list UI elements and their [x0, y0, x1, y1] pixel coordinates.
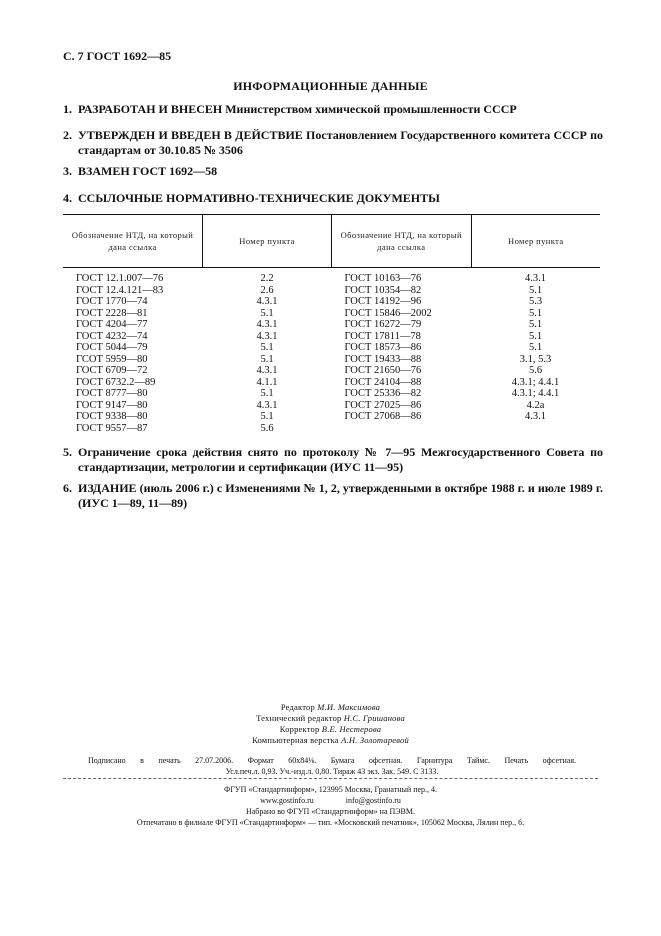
table-row	[63, 388, 600, 400]
info-item-5	[63, 445, 603, 475]
table-row	[63, 268, 600, 285]
item-heading: ИЗДАНИЕ	[78, 481, 137, 495]
credit-person: Н.С. Гришанова	[343, 713, 405, 723]
table-row	[63, 319, 600, 331]
doc-cell: ГОСТ 10354—82	[344, 284, 422, 296]
doc-cell: ГОСТ 6732.2—89	[76, 376, 156, 388]
clause-cell: 4.3.1	[256, 365, 278, 376]
credit-line	[0, 713, 661, 724]
table-row	[63, 296, 600, 308]
item-heading: РАЗРАБОТАН И ВНЕСЕН	[78, 102, 223, 116]
clause-cell: 5.1	[528, 319, 543, 330]
clause-cell: 5.1	[260, 388, 274, 399]
publication-info	[88, 755, 576, 777]
doc-cell: ГСОТ 5959—80	[76, 353, 148, 365]
item-heading: ВЗАМЕН ГОСТ 1692—58	[78, 164, 218, 178]
editorial-credits	[0, 702, 661, 746]
item-number: 6.	[63, 481, 72, 495]
doc-cell: ГОСТ 21650—76	[344, 365, 422, 376]
imprint	[0, 784, 661, 828]
doc-cell: ГОСТ 17811—78	[344, 330, 421, 342]
doc-cell: ГОСТ 9557—87	[76, 422, 148, 434]
reference-documents-table	[63, 214, 600, 434]
doc-cell	[331, 423, 471, 435]
clause-cell: 5.1	[260, 353, 274, 365]
pub-signed: Подписано в печать 27.07.2006.	[88, 756, 234, 765]
clause-cell: 4.3.1	[256, 330, 278, 342]
doc-cell: ГОСТ 27068—86	[344, 411, 422, 422]
publication-line-1	[88, 755, 576, 766]
publication-line-2: Усл.печ.л. 0,93. Уч.-изд.л. 0,80. Тираж 43 экз. Зак. 549. С 3133.	[225, 767, 439, 776]
credit-person: А.Н. Золотаревой	[341, 735, 409, 745]
clause-cell: 2.6	[260, 284, 274, 296]
item-number: 4.	[63, 191, 72, 205]
doc-cell: ГОСТ 2228—81	[76, 307, 148, 319]
table-row	[63, 285, 600, 297]
clause-cell: 4.3.1; 4.4.1	[511, 388, 560, 399]
clause-cell: 3.1, 5.3	[519, 353, 552, 365]
clause-cell: 5.1	[260, 342, 274, 353]
pub-typeface: Гарнитура Таймс.	[416, 756, 490, 765]
doc-cell: ГОСТ 4232—74	[76, 330, 148, 342]
table-row	[63, 377, 600, 389]
clause-cell: 2.2	[260, 273, 274, 284]
clause-cell: 5.1	[528, 284, 543, 296]
info-item-2	[63, 128, 603, 158]
section-title: ИНФОРМАЦИОННЫЕ ДАННЫЕ	[233, 79, 428, 93]
item-text: Ограничение срока действия снято по протоколу № 7—95 Межгосударственного Совета по стандартизации, метрологии и сертификации (ИУС 11—95)	[78, 445, 603, 474]
imprint-contacts	[0, 795, 661, 806]
column-header-doc: Обозначение НТД, на который дана ссылка	[331, 215, 471, 268]
doc-cell: ГОСТ 14192—96	[344, 296, 422, 307]
doc-cell: ГОСТ 6709—72	[76, 365, 148, 376]
credit-line	[0, 724, 661, 735]
column-header-clause: Номер пункта	[203, 215, 332, 268]
doc-cell: ГОСТ 12.1.007—76	[76, 273, 164, 284]
table-row	[63, 354, 600, 366]
info-item-4	[63, 191, 603, 206]
credit-role: Технический редактор	[256, 713, 342, 723]
doc-cell: ГОСТ 5044—79	[76, 342, 148, 353]
table-row	[63, 423, 600, 435]
table-row	[63, 400, 600, 412]
table-row	[63, 331, 600, 343]
clause-cell: 4.3.1	[525, 411, 547, 422]
item-heading: УТВЕРЖДЕН И ВВЕДЕН В ДЕЙСТВИЕ	[78, 128, 303, 142]
info-item-3	[63, 164, 603, 179]
table-header-row	[63, 215, 600, 268]
page-header: С. 7 ГОСТ 1692—85	[63, 49, 172, 63]
doc-cell: ГОСТ 18573—86	[344, 342, 422, 353]
info-item-6	[63, 481, 603, 511]
doc-cell: ГОСТ 25336—82	[344, 388, 422, 399]
clause-cell: 5.1	[260, 307, 274, 319]
item-number: 2.	[63, 128, 72, 142]
doc-cell: ГОСТ 19433—88	[344, 353, 422, 365]
clause-cell: 5.6	[260, 422, 274, 434]
table-row	[63, 411, 600, 423]
divider	[63, 778, 598, 779]
doc-cell: ГОСТ 9338—80	[76, 411, 148, 422]
doc-cell: ГОСТ 16272—79	[344, 319, 422, 330]
item-number: 1.	[63, 102, 72, 116]
clause-cell: 4.3.1	[256, 399, 278, 411]
credit-person: В.Е. Нестерова	[321, 724, 382, 734]
clause-cell: 5.1	[260, 411, 274, 422]
doc-cell: ГОСТ 12.4.121—83	[76, 284, 164, 296]
item-heading: ССЫЛОЧНЫЕ НОРМАТИВНО-ТЕХНИЧЕСКИЕ ДОКУМЕНТЫ	[78, 191, 440, 205]
clause-cell: 4.3.1	[525, 273, 547, 284]
clause-cell	[471, 423, 600, 435]
table-row	[63, 342, 600, 354]
imprint-printed: Отпечатано в филиале ФГУП «Стандартинформ» — тип. «Московский печатник», 105062 Москва, Лялин пер., 6.	[136, 818, 525, 827]
column-header-doc: Обозначение НТД, на который дана ссылка	[63, 215, 203, 268]
credit-line	[0, 702, 661, 713]
credit-person: М.И. Максимова	[317, 702, 381, 712]
pub-format: Формат 60x84⅛.	[247, 756, 317, 765]
clause-cell: 5.1	[528, 330, 543, 342]
imprint-website: www.gostinfo.ru	[260, 796, 314, 805]
item-text: Министерством химической промышленности СССР	[222, 102, 517, 116]
clause-cell: 5.1	[528, 342, 543, 353]
clause-cell: 4.3.1	[256, 296, 278, 307]
credit-role: Компьютерная верстка	[252, 735, 339, 745]
pub-paper: Бумага офсетная.	[330, 756, 403, 765]
imprint-email: info@gostinfo.ru	[345, 796, 401, 805]
credit-line	[0, 735, 661, 746]
item-number: 3.	[63, 164, 72, 178]
item-text: Постановлением Государственного комитета СССР по стандартам от 30.10.85 № 3506	[78, 128, 604, 157]
credit-role: Корректор	[279, 724, 320, 734]
clause-cell: 5.1	[528, 307, 543, 319]
table-row	[63, 308, 600, 320]
clause-cell: 4.2а	[526, 399, 545, 411]
credit-role: Редактор	[280, 702, 315, 712]
clause-cell: 5.3	[528, 296, 543, 307]
doc-cell: ГОСТ 24104—88	[344, 376, 422, 388]
info-item-1	[63, 102, 603, 117]
clause-cell: 4.1.1	[256, 376, 278, 388]
item-number: 5.	[63, 445, 72, 459]
column-header-clause: Номер пункта	[471, 215, 600, 268]
imprint-publisher: ФГУП «Стандартинформ», 123995 Москва, Гранатный пер., 4.	[223, 785, 438, 794]
doc-cell: ГОСТ 27025—86	[344, 399, 422, 411]
table-row	[63, 365, 600, 377]
doc-cell: ГОСТ 9147—80	[76, 399, 148, 411]
clause-cell: 4.3.1; 4.4.1	[511, 376, 560, 388]
doc-cell: ГОСТ 1770—74	[76, 296, 148, 307]
doc-cell: ГОСТ 8777—80	[76, 388, 148, 399]
pub-printing: Печать офсетная.	[504, 756, 577, 765]
clause-cell: 5.6	[528, 365, 543, 376]
imprint-typeset: Набрано во ФГУП «Стандартинформ» на ПЭВМ.	[245, 807, 416, 816]
doc-cell: ГОСТ 15846—2002	[344, 307, 432, 319]
doc-cell: ГОСТ 10163—76	[344, 273, 422, 284]
clause-cell: 4.3.1	[256, 319, 278, 330]
doc-cell: ГОСТ 4204—77	[76, 319, 148, 330]
item-text: (июль 2006 г.) с Изменениями № 1, 2, утвержденными в октябре 1988 г. и июле 1989 г. (ИУС 1—89, 11—89)	[78, 481, 603, 510]
